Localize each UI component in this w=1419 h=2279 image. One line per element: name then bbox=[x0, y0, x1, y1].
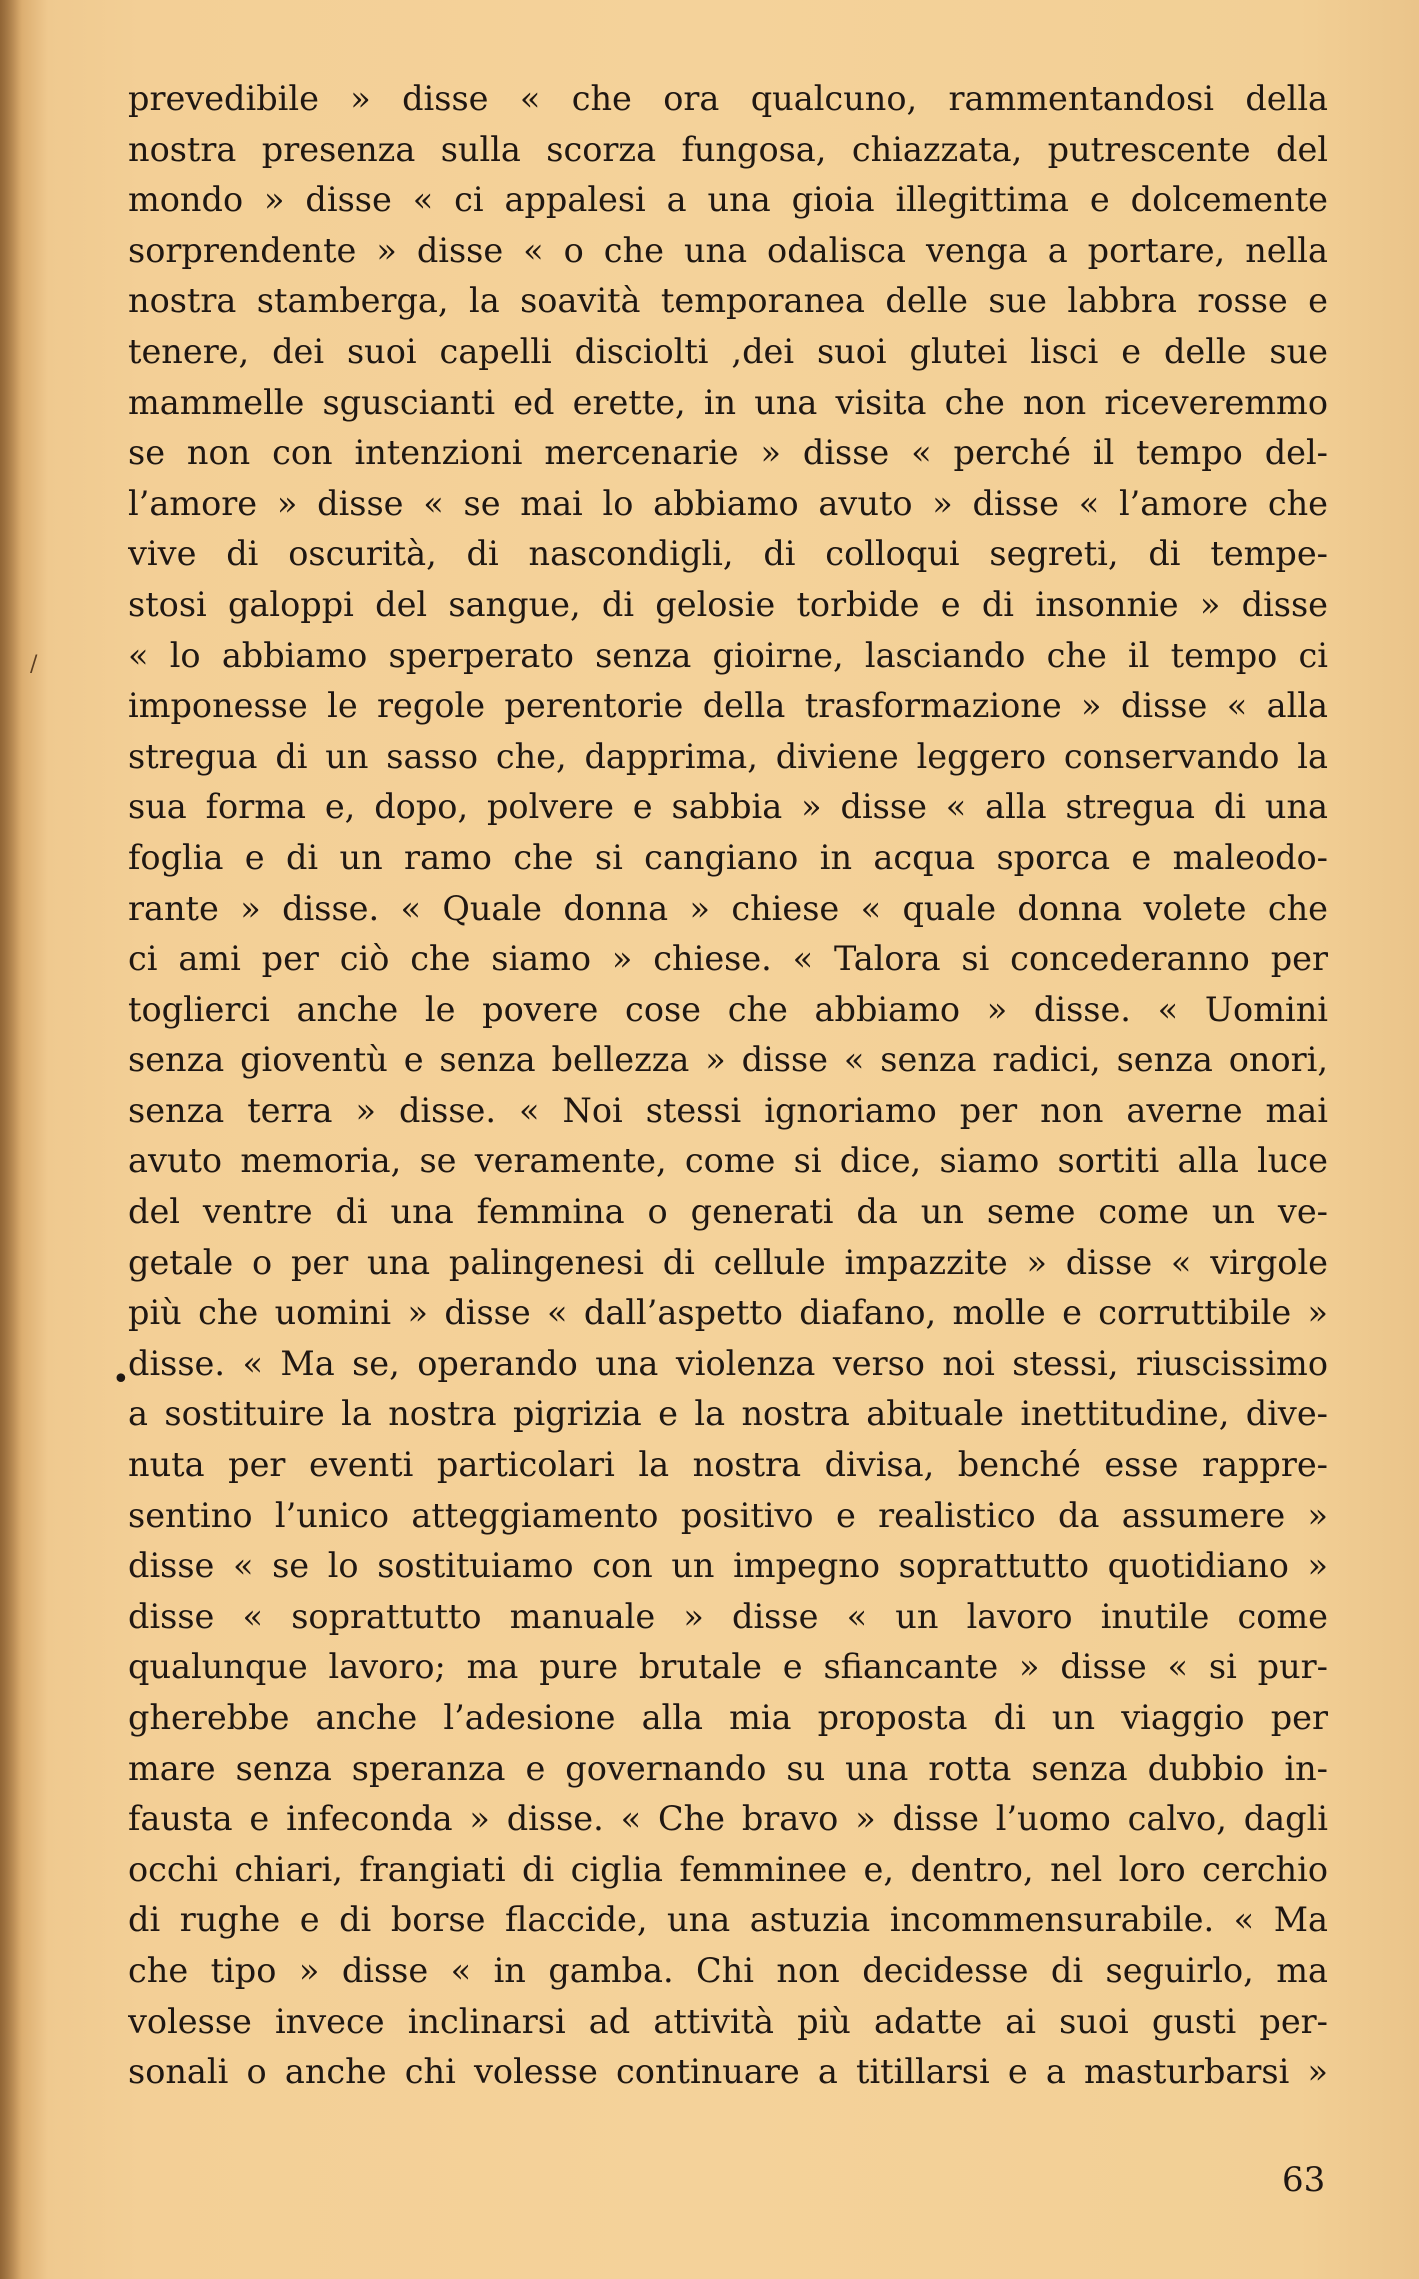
text-line: prevedibile » disse « che ora qualcuno, rammentandosi della bbox=[128, 79, 1328, 118]
text-line: qualunque lavoro; ma pure brutale e sfiancante » disse « si pur- bbox=[128, 1647, 1328, 1687]
text-line: disse « soprattutto manuale » disse « un lavoro inutile come bbox=[128, 1596, 1328, 1636]
text-line: a sostituire la nostra pigrizia e la nostra abituale inettitudine, dive- bbox=[128, 1394, 1328, 1434]
text-line: sonali o anche chi volesse continuare a titillarsi e a masturbarsi » bbox=[128, 2052, 1328, 2092]
text-line: senza terra » disse. « Noi stessi ignoriamo per non averne mai bbox=[128, 1090, 1328, 1130]
text-line: sentino l’unico atteggiamento positivo e realistico da assumere » bbox=[128, 1495, 1328, 1535]
text-line: foglia e di un ramo che si cangiano in acqua sporca e maleodo- bbox=[128, 837, 1328, 877]
text-line: gherebbe anche l’adesione alla mia proposta di un viaggio per bbox=[128, 1698, 1328, 1737]
text-line: ci ami per ciò che siamo » chiese. « Talora si concederanno per bbox=[128, 939, 1328, 979]
stray-mark: / bbox=[30, 652, 38, 677]
text-line: fausta e infeconda » disse. « Che bravo » disse l’uomo calvo, dagli bbox=[128, 1799, 1328, 1839]
text-line: rante » disse. « Quale donna » chiese « quale donna volete che bbox=[128, 888, 1328, 928]
text-line: stosi galoppi del sangue, di gelosie torbide e di insonnie » disse bbox=[128, 584, 1328, 624]
text-line: senza gioventù e senza bellezza » disse « senza radici, senza onori, bbox=[128, 1040, 1328, 1080]
text-line: mammelle sguscianti ed erette, in una visita che non riceveremmo bbox=[128, 382, 1328, 422]
text-line: se non con intenzioni mercenarie » disse « perché il tempo del- bbox=[128, 433, 1328, 473]
text-line: « lo abbiamo sperperato senza gioirne, lasciando che il tempo ci bbox=[128, 635, 1328, 675]
text-line: del ventre di una femmina o generati da un seme come un ve- bbox=[128, 1192, 1328, 1232]
text-line: disse. « Ma se, operando una violenza verso noi stessi, riuscissimo bbox=[128, 1343, 1328, 1383]
body-text bbox=[128, 74, 1328, 2098]
text-line: avuto memoria, se veramente, come si dice, siamo sortiti alla luce bbox=[128, 1141, 1328, 1181]
text-line: mare senza speranza e governando su una rotta senza dubbio in- bbox=[128, 1748, 1328, 1788]
text-line: sorprendente » disse « o che una odalisca venga a portare, nella bbox=[128, 230, 1328, 270]
text-line: più che uomini » disse « dall’aspetto diafano, molle e corruttibile » bbox=[128, 1293, 1328, 1333]
text-line: sua forma e, dopo, polvere e sabbia » disse « alla stregua di una bbox=[128, 787, 1328, 827]
text-line: getale o per una palingenesi di cellule impazzite » disse « virgole bbox=[128, 1242, 1328, 1282]
text-line: imponesse le regole perentorie della trasformazione » disse « alla bbox=[128, 686, 1328, 726]
text-line: stregua di un sasso che, dapprima, diviene leggero conservando la bbox=[128, 736, 1328, 776]
page-number: 63 bbox=[1282, 2160, 1326, 2200]
text-line: tenere, dei suoi capelli disciolti ,dei suoi glutei lisci e delle sue bbox=[128, 331, 1328, 371]
text-line: l’amore » disse « se mai lo abbiamo avuto » disse « l’amore che bbox=[128, 483, 1328, 523]
text-line: volesse invece inclinarsi ad attività più adatte ai suoi gusti per- bbox=[128, 2001, 1328, 2041]
text-line: vive di oscurità, di nascondigli, di colloqui segreti, di tempe- bbox=[128, 534, 1328, 574]
text-line: nostra stamberga, la soavità temporanea delle sue labbra rosse e bbox=[128, 281, 1328, 321]
text-line: toglierci anche le povere cose che abbiamo » disse. « Uomini bbox=[128, 989, 1328, 1029]
text-line: nuta per eventi particolari la nostra divisa, benché esse rappre- bbox=[128, 1445, 1328, 1485]
text-line: nostra presenza sulla scorza fungosa, chiazzata, putrescente del bbox=[128, 129, 1328, 169]
text-line: mondo » disse « ci appalesi a una gioia illegittima e dolcemente bbox=[128, 180, 1328, 220]
text-line: disse « se lo sostituiamo con un impegno soprattutto quotidiano » bbox=[128, 1546, 1328, 1586]
margin-mark: • bbox=[112, 1362, 130, 1397]
page-gutter-shadow bbox=[0, 0, 22, 2279]
text-line: di rughe e di borse flaccide, una astuzia incommensurabile. « Ma bbox=[128, 1900, 1328, 1940]
text-line: occhi chiari, frangiati di ciglia femminee e, dentro, nel loro cerchio bbox=[128, 1849, 1328, 1889]
text-line: che tipo » disse « in gamba. Chi non decidesse di seguirlo, ma bbox=[128, 1950, 1328, 1990]
